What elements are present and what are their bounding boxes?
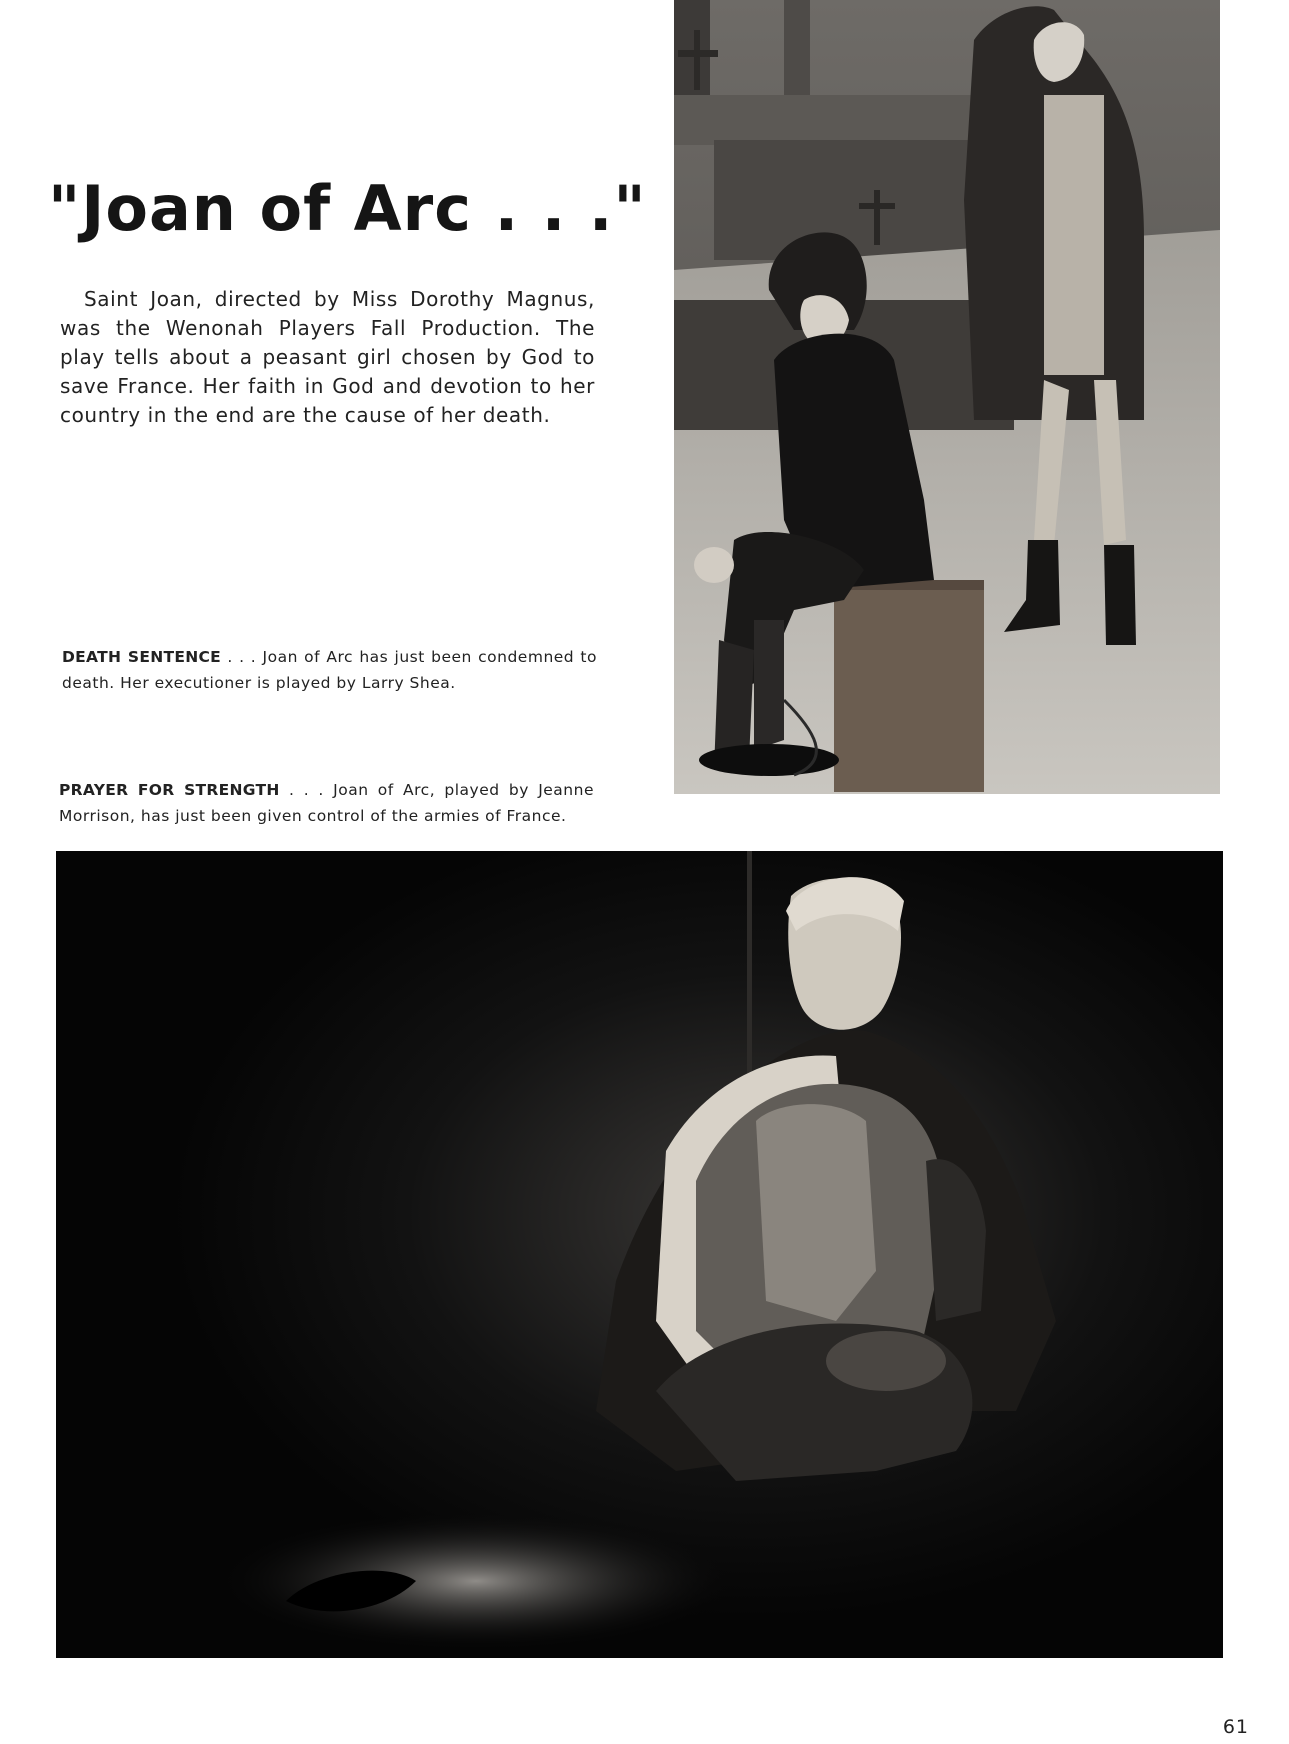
page-number: 61 — [1222, 1716, 1249, 1738]
prayer-for-strength-caption — [59, 777, 594, 829]
page-title: "Joan of Arc . . ." — [48, 172, 647, 245]
death-sentence-photo — [674, 0, 1220, 794]
death-sentence-caption — [62, 644, 597, 696]
intro-paragraph: Saint Joan, directed by Miss Dorothy Magnus, was the Wenonah Players Fall Production. The play tells about a peasant girl chosen by God to save France. Her faith in God and devotion to her country in the end are the cause of her death. — [60, 287, 595, 427]
prayer-for-strength-caption-text: . . . Joan of Arc, played by Jeanne Morrison, has just been given control of the armies of France. — [59, 781, 594, 825]
prayer-for-strength-photo — [56, 851, 1223, 1658]
death-sentence-caption-lead: DEATH SENTENCE — [62, 648, 222, 666]
prayer-for-strength-photo-image — [56, 851, 1223, 1658]
death-sentence-photo-image — [674, 0, 1220, 794]
death-sentence-caption-text: . . . Joan of Arc has just been condemned to death. Her executioner is played by Larry Shea. — [62, 648, 597, 692]
prayer-for-strength-caption-lead: PRAYER FOR STRENGTH — [59, 781, 280, 799]
